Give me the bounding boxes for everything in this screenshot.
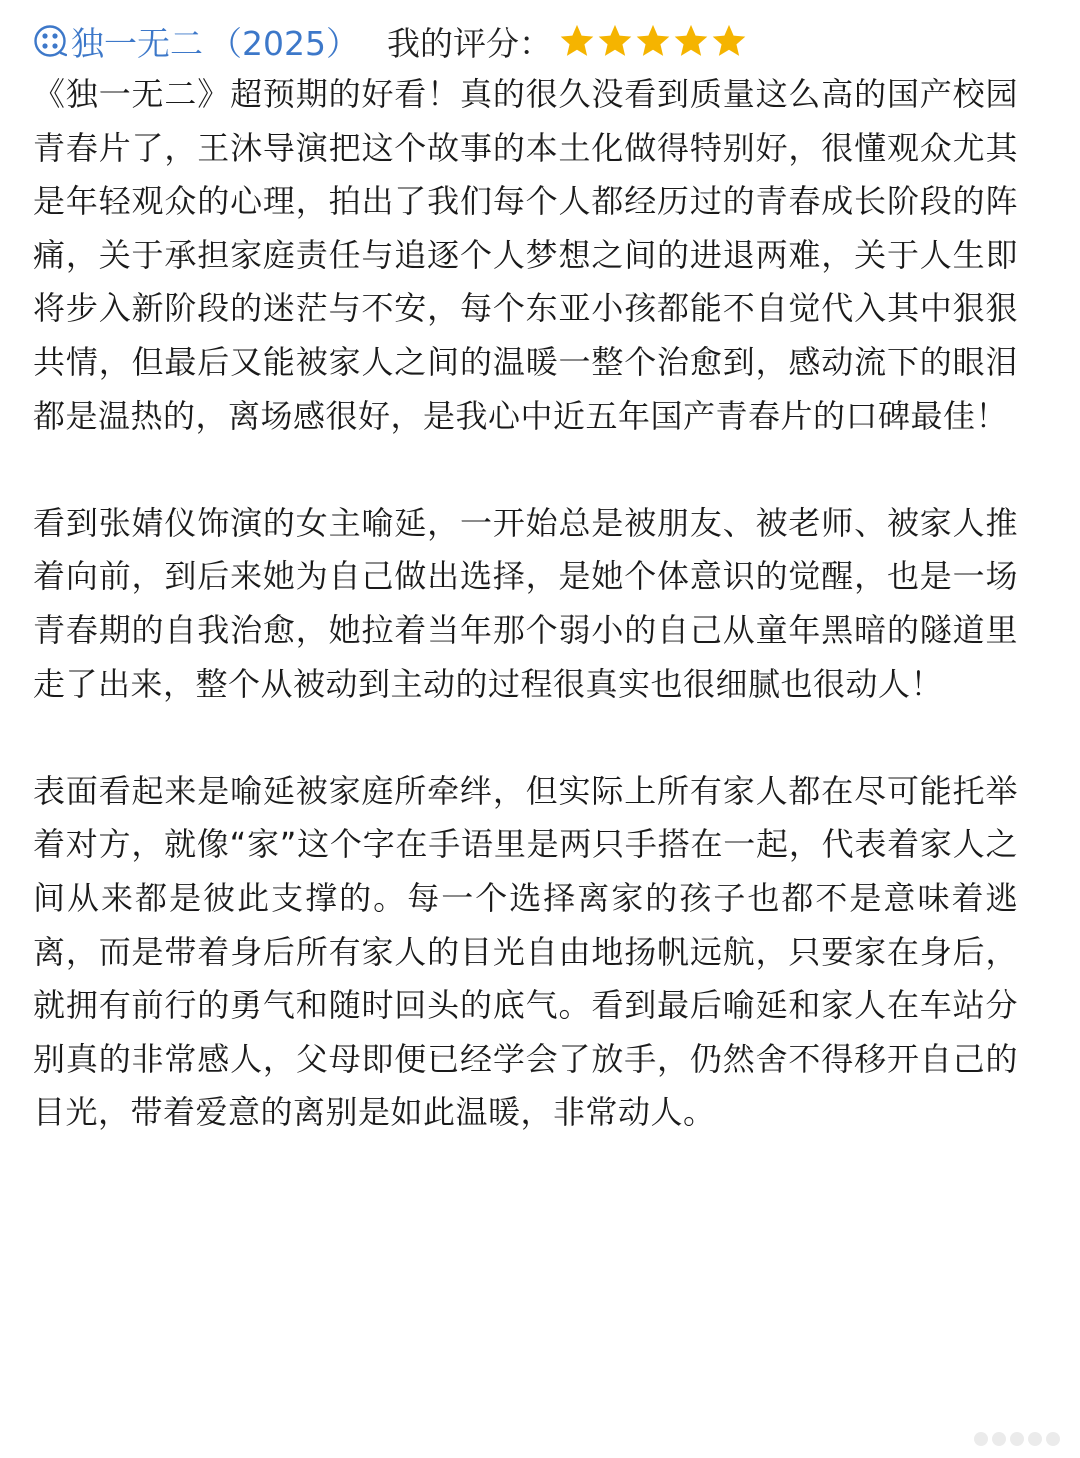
- review-paragraph-1: 《独一无二》超预期的好看！真的很久没看到质量这么高的国产校园青春片了，王沐导演把这个故事的本土化做得特别好，很懂观众尤其是年轻观众的心理，拍出了我们每个人都经历过的青春成长阶段的阵痛，关于承担家庭责任与追逐个人梦想之间的进退两难，关于人生即将步入新阶段的迷茫与不安，每个东亚小孩都能不自觉代入其中狠狠共情，但最后又能被家人之间的温暖一整个治愈到，感动流下的眼泪都是温热的，离场感很好，是我心中近五年国产青春片的口碑最佳！: [33, 75, 1018, 435]
- star-icon: [634, 22, 672, 60]
- movie-reel-icon: [33, 24, 67, 58]
- page-indicator: [974, 1432, 1060, 1446]
- paragraph-gap: [33, 443, 1018, 497]
- movie-year: （2025）: [209, 23, 359, 63]
- review-header: [33, 14, 1018, 68]
- star-rating: [558, 22, 748, 60]
- star-icon: [710, 22, 748, 60]
- review-paragraph-3: 表面看起来是喻延被家庭所牵绊，但实际上所有家人都在尽可能托举着对方，就像“家”这个字在手语里是两只手搭在一起，代表着家人之间从来都是彼此支撑的。每一个选择离家的孩子也都不是意味着逃离，而是带着身后所有家人的目光自由地扬帆远航，只要家在身后，就拥有前行的勇气和随时回头的底气。看到最后喻延和家人在车站分别真的非常感人，父母即便已经学会了放手，仍然舍不得移开自己的目光，带着爱意的离别是如此温暖，非常动人。: [33, 771, 1018, 1132]
- star-icon: [596, 22, 634, 60]
- movie-title: 独一无二: [71, 23, 203, 63]
- page-dot: [992, 1432, 1006, 1446]
- paragraph-gap: [33, 711, 1018, 765]
- page-dot: [1010, 1432, 1024, 1446]
- star-icon: [672, 22, 710, 60]
- movie-link[interactable]: [33, 18, 359, 65]
- star-icon: [558, 22, 596, 60]
- rating-label: 我的评分：: [386, 23, 552, 63]
- page-dot: [974, 1432, 988, 1446]
- page-dot: [1046, 1432, 1060, 1446]
- review-paragraph-2: 看到张婧仪饰演的女主喻延，一开始总是被朋友、被老师、被家人推着向前，到后来她为自己做出选择，是她个体意识的觉醒，也是一场青春期的自我治愈，她拉着当年那个弱小的自己从童年黑暗的隧道里走了出来，整个从被动到主动的过程很真实也很细腻也很动人！: [33, 503, 1018, 703]
- review-card: [33, 14, 1018, 1140]
- page-dot: [1028, 1432, 1042, 1446]
